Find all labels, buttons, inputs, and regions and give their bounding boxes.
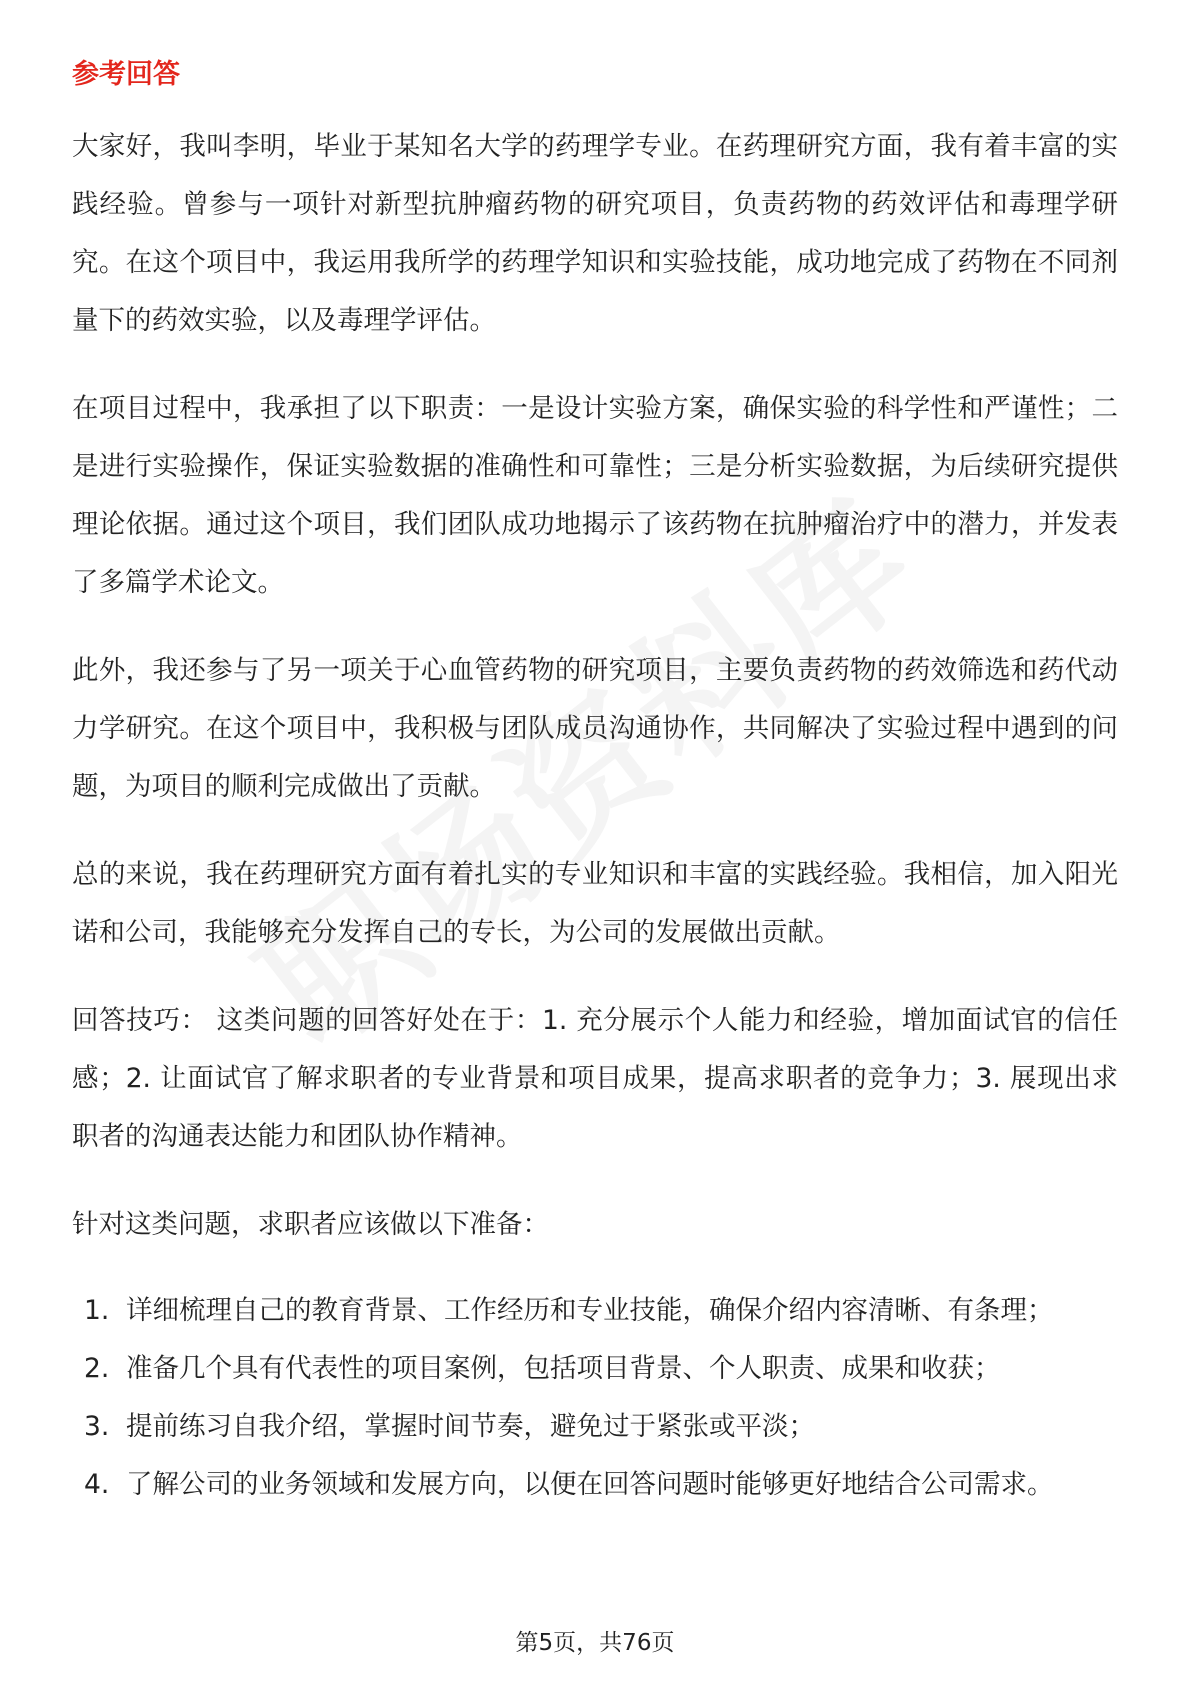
paragraph-summary: 总的来说，我在药理研究方面有着扎实的专业知识和丰富的实践经验。我相信，加入阳光诺和公司，我能够充分发挥自己的专长，为公司的发展做出贡献。	[72, 859, 1118, 948]
list-item-number: 4.	[84, 1469, 110, 1500]
list-item-number: 1.	[84, 1295, 110, 1326]
paragraph-answer-tips: 回答技巧： 这类问题的回答好处在于：1. 充分展示个人能力和经验，增加面试官的信任感；2. 让面试官了解求职者的专业背景和项目成果，提高求职者的竞争力；3. 展现出求职者的沟通表达能力和团队协作精神。	[72, 1005, 1118, 1152]
paragraph-other-project: 此外，我还参与了另一项关于心血管药物的研究项目，主要负责药物的药效筛选和药代动力学研究。在这个项目中，我积极与团队成员沟通协作，共同解决了实验过程中遇到的问题，为项目的顺利完成做出了贡献。	[72, 655, 1118, 802]
paragraph-preparation-intro: 针对这类问题，求职者应该做以下准备：	[72, 1209, 549, 1240]
list-item-text: 准备几个具有代表性的项目案例，包括项目背景、个人职责、成果和收获；	[126, 1353, 1001, 1384]
list-item-text: 提前练习自我介绍，掌握时间节奏，避免过于紧张或平淡；	[126, 1411, 815, 1442]
list-item-number: 2.	[84, 1353, 110, 1384]
list-item	[72, 1340, 1118, 1398]
list-item-text: 详细梳理自己的教育背景、工作经历和专业技能，确保介绍内容清晰、有条理；	[126, 1295, 1054, 1326]
section-heading: 参考回答	[72, 59, 180, 90]
paragraph-responsibilities: 在项目过程中，我承担了以下职责：一是设计实验方案，确保实验的科学性和严谨性；二是进行实验操作，保证实验数据的准确性和可靠性；三是分析实验数据，为后续研究提供理论依据。通过这个项目，我们团队成功地揭示了该药物在抗肿瘤治疗中的潜力，并发表了多篇学术论文。	[72, 393, 1118, 598]
list-item-number: 3.	[84, 1411, 110, 1442]
list-item-text: 了解公司的业务领域和发展方向，以便在回答问题时能够更好地结合公司需求。	[126, 1469, 1054, 1500]
answer-body	[72, 118, 1118, 1514]
page-number: 第5页，共76页	[515, 1630, 675, 1656]
paragraph-intro: 大家好，我叫李明，毕业于某知名大学的药理学专业。在药理研究方面，我有着丰富的实践经验。曾参与一项针对新型抗肿瘤药物的研究项目，负责药物的药效评估和毒理学研究。在这个项目中，我运用我所学的药理学知识和实验技能，成功地完成了药物在不同剂量下的药效实验，以及毒理学评估。	[72, 131, 1118, 336]
list-item	[72, 1398, 1118, 1456]
preparation-list	[72, 1282, 1118, 1514]
list-item	[72, 1282, 1118, 1340]
list-item	[72, 1456, 1118, 1514]
